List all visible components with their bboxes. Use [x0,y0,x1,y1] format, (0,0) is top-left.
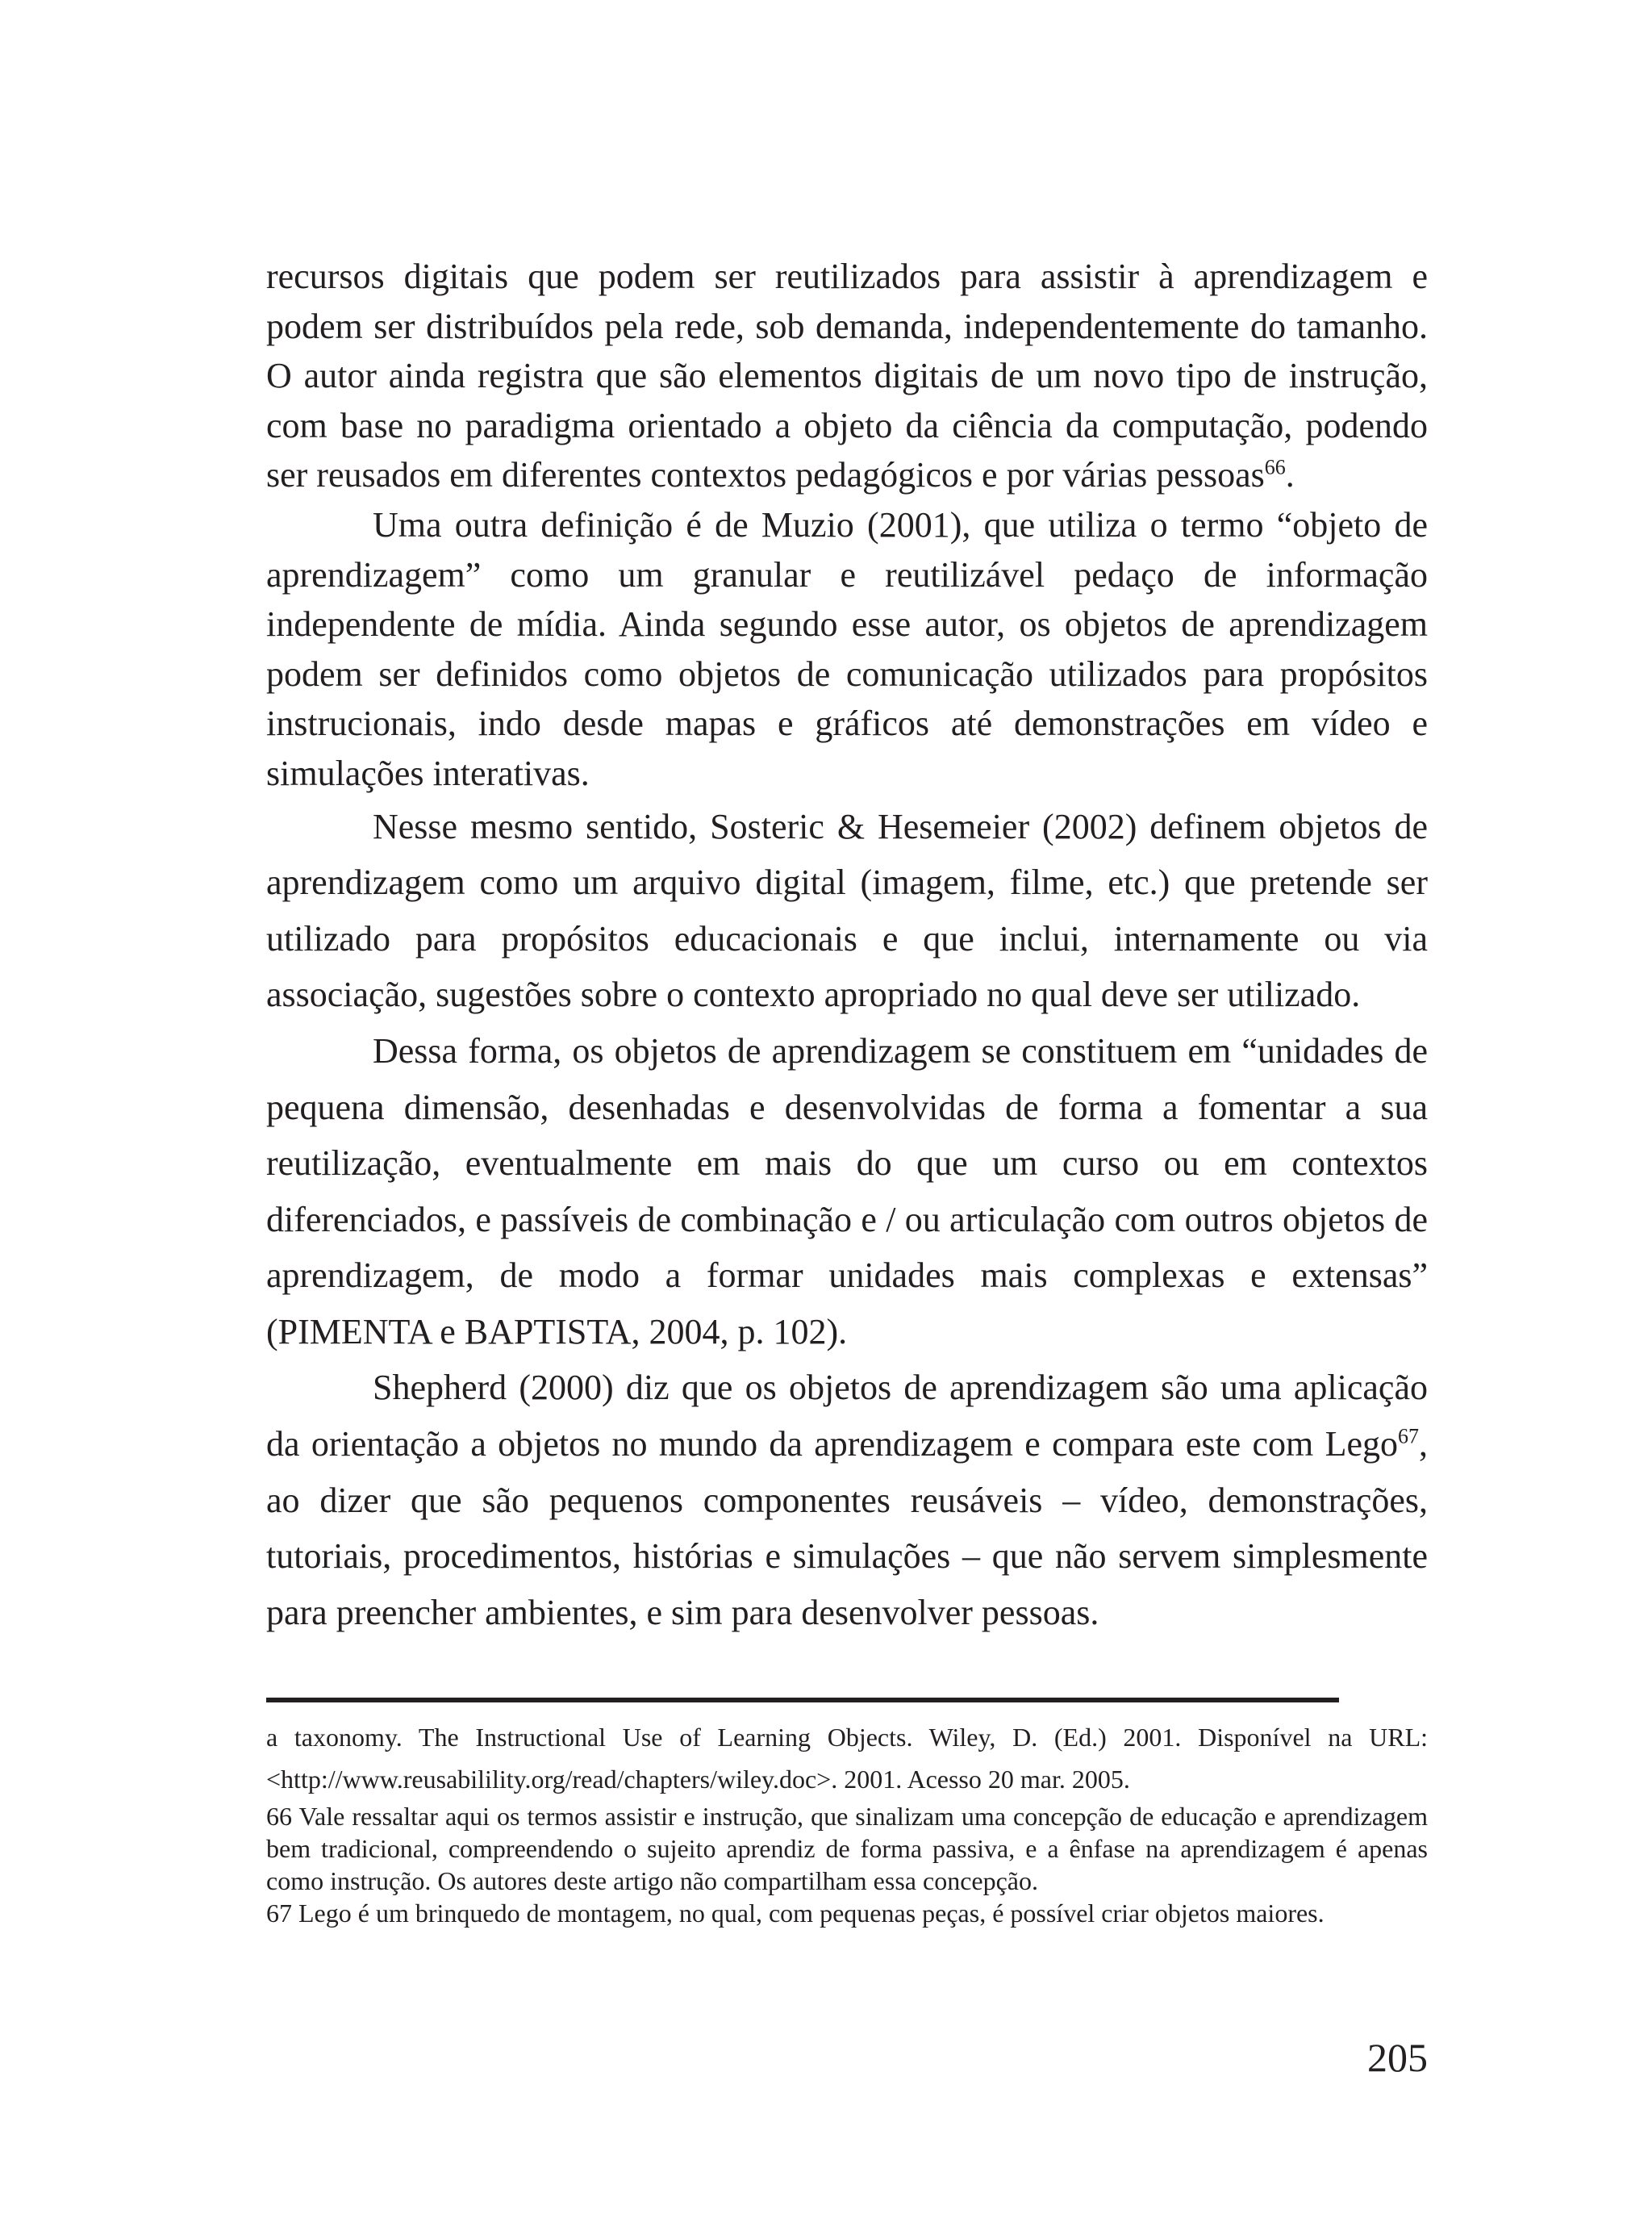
paragraph-2: Uma outra definição é de Muzio (2001), que utiliza o termo “objeto de aprendizagem” como um granular e reutilizável pedaço de informação independente de mídia. Ainda segundo esse autor, os objetos de aprendizagem podem ser definidos como objetos de comunicação utilizados para propósitos instrucionais, indo desde mapas e gráficos até demonstrações em vídeo e simulações interativas. [266,504,1428,793]
paragraph-3: Nesse mesmo sentido, Sosteric & Hesemeier (2002) definem objetos de aprendizagem como um arquivo digital (imagem, filme, etc.) que pretende ser utilizado para propósitos educacionais e que inclui, internamente ou via associação, sugestões sobre o contexto apropriado no qual deve ser utilizado. [266,806,1428,1015]
paragraph-4: Dessa forma, os objetos de aprendizagem se constituem em “unidades de pequena dimensão, desenhadas e desenvolvidas de forma a fomentar a sua reutilização, eventualmente em mais do que um curso ou em contextos diferenciados, e passíveis de combinação e / ou articulação com outros objetos de aprendizagem, de modo a formar unidades mais complexas e extensas” (PIMENTA e BAPTISTA, 2004, p. 102). [266,1030,1428,1351]
footnote-separator [266,1698,1339,1702]
paragraph-1 [266,252,1428,500]
paragraph-1-end: . [1285,455,1295,495]
footnote-continuation: a taxonomy. The Instructional Use of Learning Objects. Wiley, D. (Ed.) 2001. Disponível na URL: <http://www.reusabilility.org/read/chapters/wiley.doc>. 2001. Acesso 20 mar. 2005. [266,1723,1428,1794]
main-text [266,252,1428,1640]
paragraph-1-text: recursos digitais que podem ser reutilizados para assistir à aprendizagem e podem ser distribuídos pela rede, sob demanda, independentemente do tamanho. O autor ainda registra que são elementos digitais de um novo tipo de instrução, com base no paradigma orientado a objeto da ciência da computação, podendo ser reusados em diferentes contextos pedagógicos e por várias pessoas [266,257,1428,495]
footnote-ref-66: 66 [1264,455,1286,479]
footnote-67: 67 Lego é um brinquedo de montagem, no qual, com pequenas peças, é possível criar objetos maiores. [266,1899,1325,1928]
page-number: 205 [1367,2035,1428,2080]
paragraph-5-end: , ao dizer que são pequenos componentes reusáveis – vídeo, demonstrações, tutoriais, procedimentos, histórias e simulações – que não servem simplesmente para preencher ambientes, e sim para desenvolver pessoas. [266,1424,1428,1632]
footnotes [266,1716,1428,1929]
footnote-ref-67: 67 [1398,1424,1419,1448]
paragraph-5-text: Shepherd (2000) diz que os objetos de aprendizagem são uma aplicação da orientação a objetos no mundo da aprendizagem e compara este com Lego [266,1368,1428,1464]
footnote-66: 66 Vale ressaltar aqui os termos assistir e instrução, que sinalizam uma concepção de educação e aprendizagem bem tradicional, compreendendo o sujeito aprendiz de forma passiva, e a ênfase na aprendizagem é apenas como instrução. Os autores deste artigo não compartilham essa concepção. [266,1802,1428,1895]
paragraph-5 [266,1360,1428,1640]
